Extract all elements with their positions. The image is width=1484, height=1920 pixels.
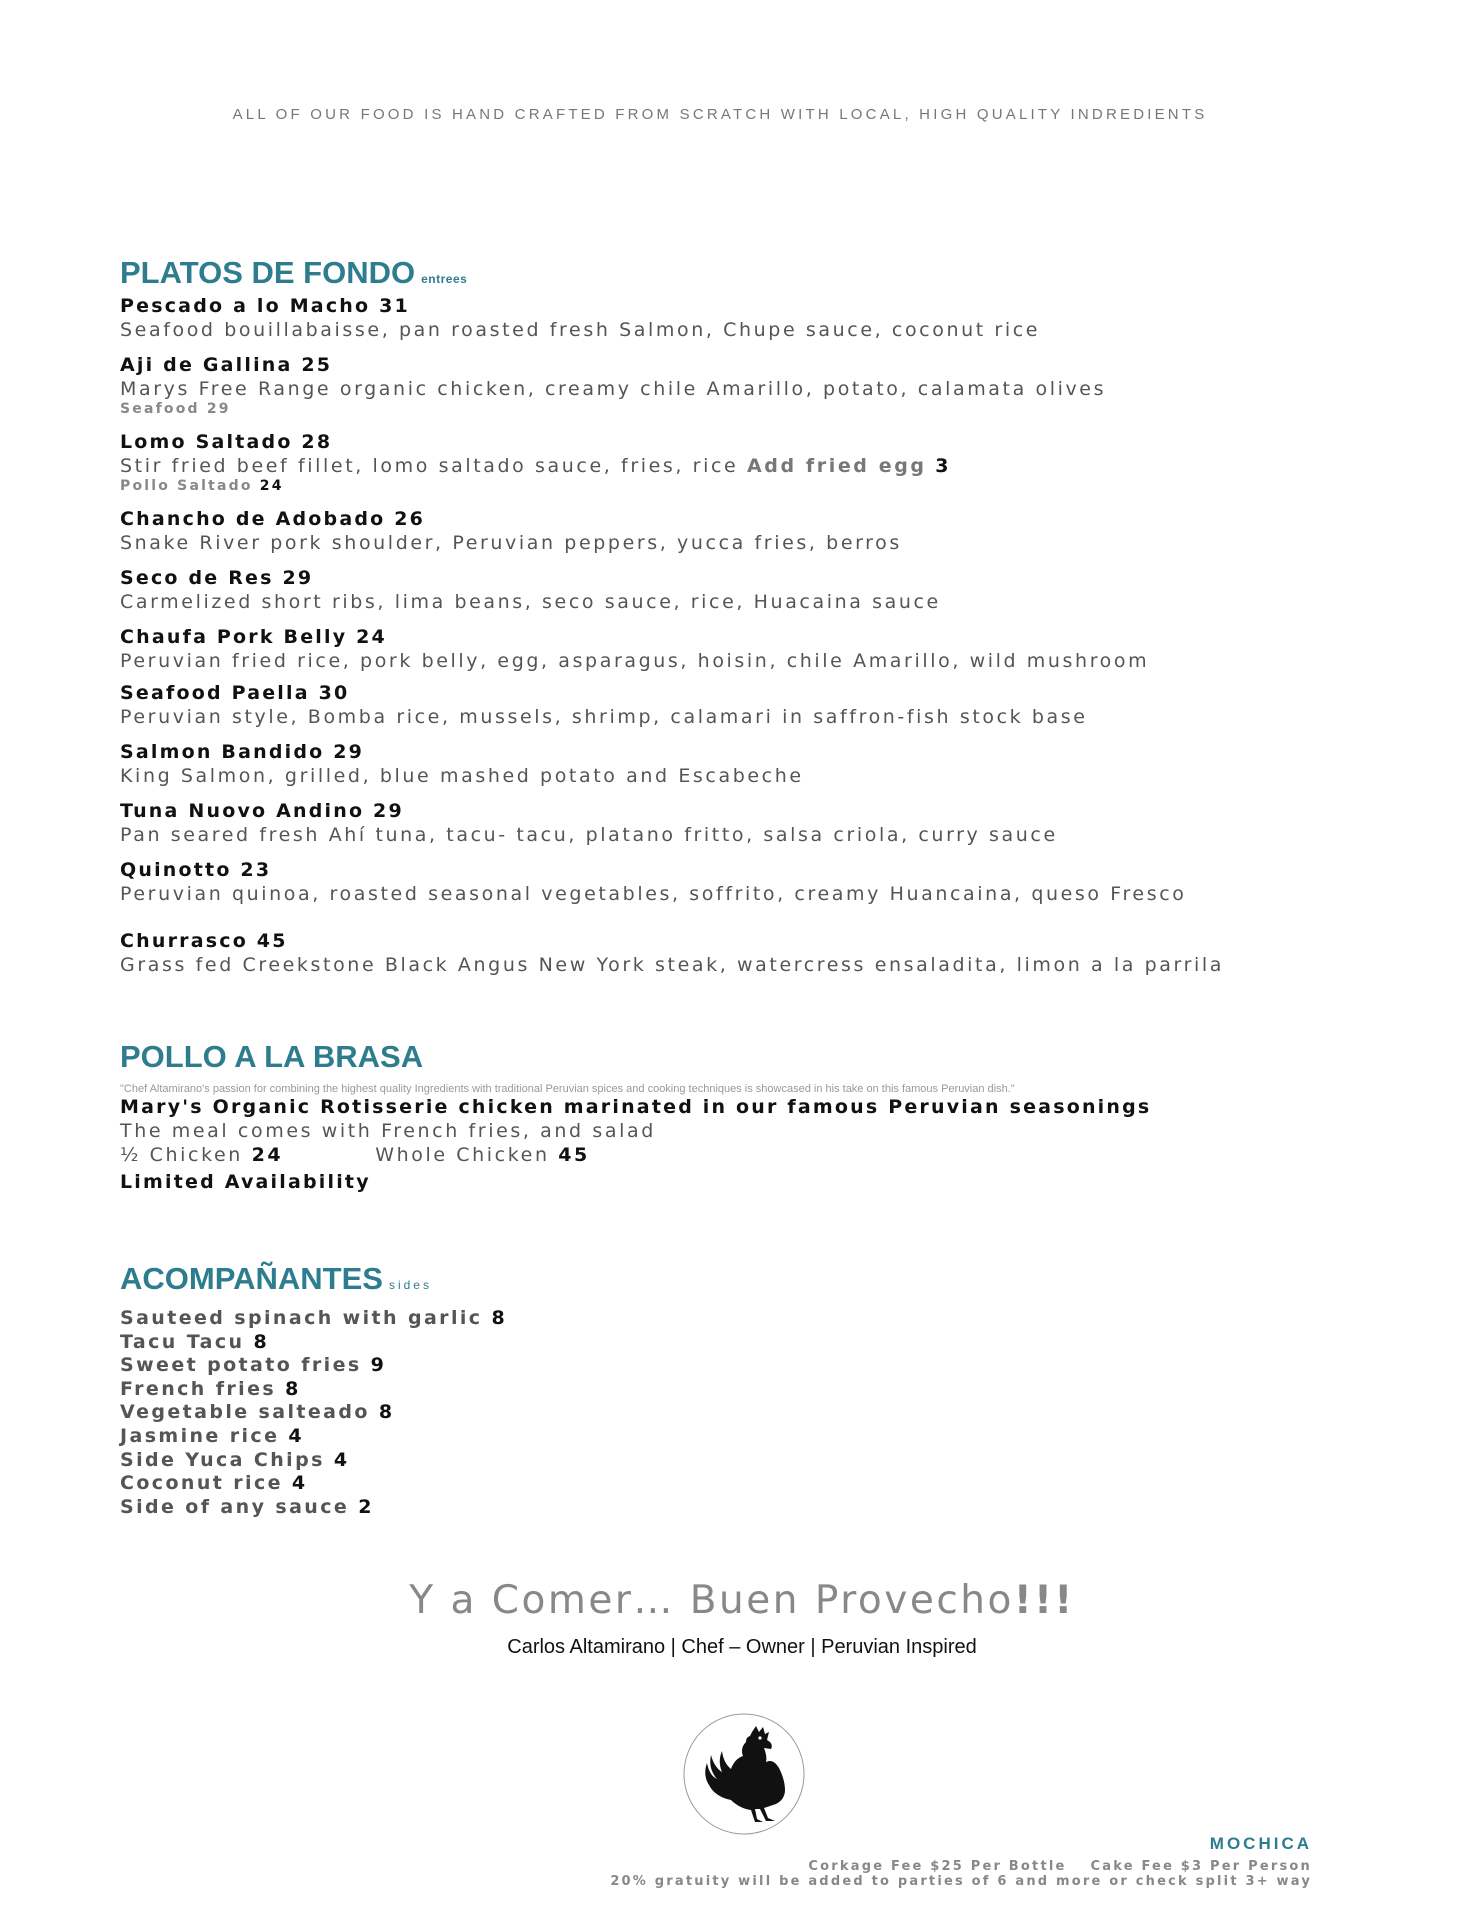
side-name: Side Yuca Chips (120, 1448, 325, 1471)
half-chicken-label: ½ Chicken (120, 1144, 243, 1166)
item-name: Lomo Saltado 28 (120, 431, 333, 453)
tagline: ALL OF OUR FOOD IS HAND CRAFTED FROM SCRATCH WITH LOCAL, HIGH QUALITY INDREDIENTS (232, 106, 1208, 123)
pollo-details (120, 1095, 1151, 1194)
cake-fee: Cake Fee $3 Per Person (1090, 1859, 1312, 1874)
item-description-text: Stir fried beef fillet, lomo saltado sauce, fries, rice (120, 455, 739, 477)
menu-item (120, 507, 902, 555)
item-description: Marys Free Range organic chicken, creamy chile Amarillo, potato, calamata olives (120, 378, 1107, 400)
variant-label: Pollo Saltado (120, 478, 253, 494)
item-variant: Seafood 29 (120, 401, 231, 417)
side-name: Sweet potato fries (120, 1354, 362, 1377)
menu-item (120, 353, 1106, 417)
sides-subtitle: sides (388, 1278, 432, 1292)
entrees-subtitle: entrees (421, 272, 468, 286)
item-name: Churrasco 45 (120, 930, 288, 952)
side-price: 4 (291, 1472, 308, 1495)
whole-chicken-label: Whole Chicken (375, 1144, 550, 1166)
rooster-icon (682, 1712, 806, 1836)
item-name: Seco de Res 29 (120, 567, 314, 589)
sides-title: ACOMPAÑANTES (120, 1261, 383, 1296)
side-item (120, 1496, 507, 1520)
item-variant (120, 478, 951, 494)
menu-item (120, 430, 951, 494)
item-description: Grass fed Creekstone Black Angus New York steak, watercress ensaladita, limon a la parrila (120, 954, 1225, 976)
item-name: Pescado a lo Macho 31 (120, 295, 410, 317)
item-description: Snake River pork shoulder, Peruvian peppers, yucca fries, berros (120, 532, 902, 554)
side-price: 8 (491, 1307, 508, 1329)
menu-item (120, 799, 1058, 847)
sides-list (120, 1307, 507, 1519)
item-name: Chaufa Pork Belly 24 (120, 626, 387, 648)
side-item (120, 1449, 507, 1473)
side-price: 4 (333, 1448, 350, 1471)
side-price: 2 (358, 1495, 374, 1518)
item-name: Aji de Gallina 25 (120, 354, 333, 376)
side-name: Vegetable salteado (120, 1401, 370, 1424)
pollo-title: POLLO A LA BRASA (120, 1039, 424, 1074)
side-item (120, 1354, 507, 1378)
entrees-title: PLATOS DE FONDO (120, 255, 416, 290)
gratuity-note: 20% gratuity will be added to parties of 6 and more or check split 3+ way (610, 1874, 1312, 1889)
menu-item (120, 681, 1088, 729)
side-name: Tacu Tacu (120, 1330, 245, 1353)
closing-line (0, 1578, 1484, 1623)
sides-header (120, 1261, 432, 1297)
menu-item (120, 929, 1224, 977)
side-name: Sauteed spinach with garlic (120, 1307, 483, 1329)
item-description: Peruvian fried rice, pork belly, egg, asparagus, hoisin, chile Amarillo, wild mushroom (120, 650, 1150, 672)
side-item (120, 1378, 507, 1402)
item-description: Peruvian style, Bomba rice, mussels, shrimp, calamari in saffron-fish stock base (120, 706, 1088, 728)
closing-exclaim: !!! (1013, 1578, 1075, 1623)
item-name: Seafood Paella 30 (120, 682, 350, 704)
side-item (120, 1472, 507, 1496)
side-price: 4 (288, 1424, 305, 1447)
item-description: Peruvian quinoa, roasted seasonal vegetables, soffrito, creamy Huancaina, queso Fresco (120, 883, 1187, 905)
chef-credit: Carlos Altamirano | Chef – Owner | Peruvian Inspired (507, 1636, 977, 1658)
side-name: Jasmine rice (120, 1424, 280, 1447)
menu-item (120, 566, 941, 614)
item-description: King Salmon, grilled, blue mashed potato and Escabeche (120, 765, 804, 787)
availability-note: Limited Availability (120, 1171, 371, 1193)
item-description (120, 454, 951, 478)
menu-item (120, 625, 1149, 673)
item-name: Tuna Nuovo Andino 29 (120, 800, 404, 822)
half-chicken-price: 24 (251, 1144, 284, 1166)
chef-quote: "Chef Altamirano's passion for combining the highest quality Ingredients with traditional Peruvian spices and cooking techniques is showcased in his take on this famous Peruvian dish." (120, 1083, 1015, 1095)
side-item (120, 1425, 507, 1449)
item-name: Salmon Bandido 29 (120, 741, 365, 763)
brand-name: MOCHICA (1209, 1834, 1312, 1853)
menu-item (120, 858, 1187, 906)
side-name: Side of any sauce (120, 1495, 350, 1518)
fees-line (808, 1859, 1312, 1874)
side-price: 8 (253, 1330, 270, 1353)
item-description: Pan seared fresh Ahí tuna, tacu- tacu, platano fritto, salsa criola, curry sauce (120, 824, 1058, 846)
side-item (120, 1307, 507, 1331)
side-name: French fries (120, 1377, 277, 1400)
item-description: Seafood bouillabaisse, pan roasted fresh Salmon, Chupe sauce, coconut rice (120, 319, 1041, 341)
side-price: 8 (285, 1377, 301, 1400)
pollo-prices (120, 1143, 1151, 1167)
side-name: Coconut rice (120, 1472, 283, 1495)
menu-item (120, 740, 804, 788)
pollo-meal: The meal comes with French fries, and salad (120, 1120, 656, 1142)
closing-text: Y a Comer… Buen Provecho (409, 1578, 1014, 1623)
corkage-fee: Corkage Fee $25 Per Bottle (808, 1859, 1067, 1874)
entrees-header (120, 255, 467, 291)
item-name: Chancho de Adobado 26 (120, 508, 426, 530)
addon-price: 3 (935, 455, 952, 477)
item-name: Quinotto 23 (120, 859, 272, 881)
menu-item (120, 294, 1040, 342)
variant-price: 24 (259, 478, 284, 494)
whole-chicken-price: 45 (558, 1144, 590, 1166)
addon-label: Add fried egg (746, 455, 927, 477)
side-item (120, 1401, 507, 1425)
pollo-header (120, 1039, 423, 1075)
pollo-headline: Mary's Organic Rotisserie chicken marinated in our famous Peruvian seasonings (120, 1096, 1152, 1118)
side-item (120, 1331, 507, 1355)
item-description: Carmelized short ribs, lima beans, seco sauce, rice, Huacaina sauce (120, 591, 941, 613)
side-price: 8 (378, 1401, 395, 1424)
side-price: 9 (370, 1354, 387, 1377)
